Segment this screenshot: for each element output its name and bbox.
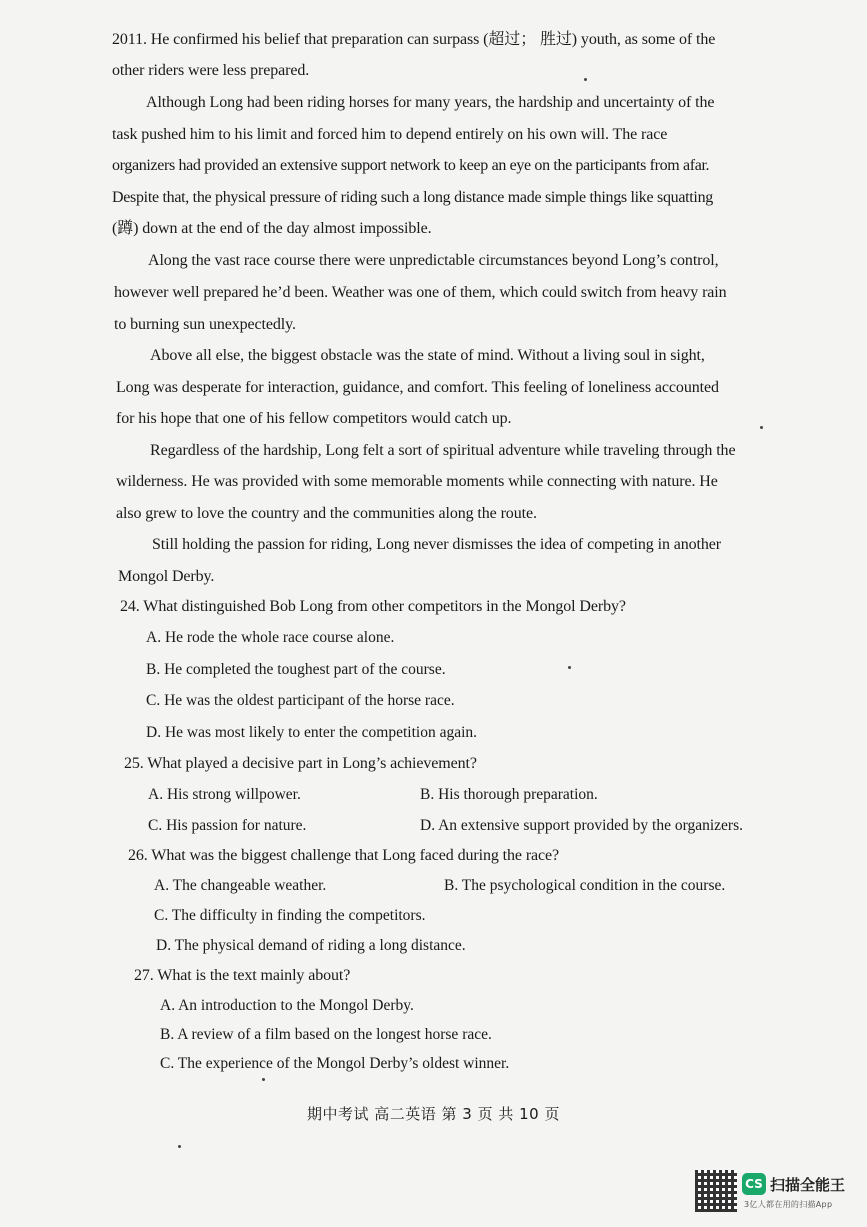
camscanner-logo-icon: CS <box>742 1173 766 1195</box>
passage-line: however well prepared he’d been. Weather was one of them, which could switch from heavy rain <box>114 284 727 301</box>
passage-line: to burning sun unexpectedly. <box>114 316 296 333</box>
question-24-option-d: D. He was most likely to enter the competition again. <box>146 724 478 741</box>
scan-speck <box>178 1145 181 1148</box>
passage-line: for his hope that one of his fellow competitors would catch up. <box>116 410 512 427</box>
passage-line: Mongol Derby. <box>118 568 215 585</box>
question-25-option-b: B. His thorough preparation. <box>420 786 598 803</box>
question-25-option-c: C. His passion for nature. <box>148 817 307 834</box>
question-24-option-c: C. He was the oldest participant of the horse race. <box>146 692 455 709</box>
page-footer: 期中考试 高二英语 第 3 页 共 10 页 <box>306 1105 560 1123</box>
scan-speck <box>568 666 571 669</box>
passage-line: (蹲) down at the end of the day almost impossible. <box>112 220 432 237</box>
question-26-option-a: A. The changeable weather. <box>154 877 327 894</box>
passage-line: Despite that, the physical pressure of riding such a long distance made simple things like squatting <box>112 189 713 206</box>
passage-line: organizers had provided an extensive support network to keep an eye on the participants from afar. <box>112 157 710 174</box>
passage-line: task pushed him to his limit and forced him to depend entirely on his own will. The race <box>112 126 668 143</box>
question-26-stem: 26. What was the biggest challenge that Long faced during the race? <box>128 847 560 864</box>
question-24-stem: 24. What distinguished Bob Long from other competitors in the Mongol Derby? <box>120 598 626 615</box>
question-25-option-d: D. An extensive support provided by the organizers. <box>420 817 743 834</box>
passage-line: Long was desperate for interaction, guidance, and comfort. This feeling of loneliness accounted <box>116 379 719 396</box>
scan-speck <box>760 426 763 429</box>
passage-line: other riders were less prepared. <box>112 62 310 79</box>
scan-speck <box>584 78 587 81</box>
scan-speck <box>262 1078 265 1081</box>
passage-line: Above all else, the biggest obstacle was the state of mind. Without a living soul in sight, <box>150 347 705 364</box>
passage-line: also grew to love the country and the communities along the route. <box>116 505 537 522</box>
question-26-option-c: C. The difficulty in finding the competitors. <box>154 907 426 924</box>
question-26-option-b: B. The psychological condition in the course. <box>444 877 726 894</box>
question-24-option-a: A. He rode the whole race course alone. <box>146 629 395 646</box>
passage-line: Regardless of the hardship, Long felt a sort of spiritual adventure while traveling through the <box>150 442 736 459</box>
passage-line: wilderness. He was provided with some memorable moments while connecting with nature. He <box>116 473 718 490</box>
question-25-option-a: A. His strong willpower. <box>148 786 301 803</box>
camscanner-tagline: 3亿人都在用的扫描App <box>744 1200 833 1209</box>
camscanner-brand-name: 扫描全能王 <box>770 1176 846 1194</box>
question-25-stem: 25. What played a decisive part in Long’s achievement? <box>124 755 477 772</box>
question-24-option-b: B. He completed the toughest part of the course. <box>146 661 446 678</box>
passage-line: Although Long had been riding horses for many years, the hardship and uncertainty of the <box>146 94 715 111</box>
question-27-option-a: A. An introduction to the Mongol Derby. <box>160 997 414 1014</box>
question-27-stem: 27. What is the text mainly about? <box>134 967 351 984</box>
passage-line: Still holding the passion for riding, Long never dismisses the idea of competing in another <box>152 536 722 553</box>
qr-code-icon <box>695 1170 737 1212</box>
question-27-option-b: B. A review of a film based on the longest horse race. <box>160 1026 492 1043</box>
passage-line: 2011. He confirmed his belief that preparation can surpass (超过； 胜过) youth, as some of the <box>112 31 716 48</box>
passage-line: Along the vast race course there were unpredictable circumstances beyond Long’s control, <box>148 252 719 269</box>
question-27-option-c: C. The experience of the Mongol Derby’s oldest winner. <box>160 1055 510 1072</box>
question-26-option-d: D. The physical demand of riding a long distance. <box>156 937 466 954</box>
